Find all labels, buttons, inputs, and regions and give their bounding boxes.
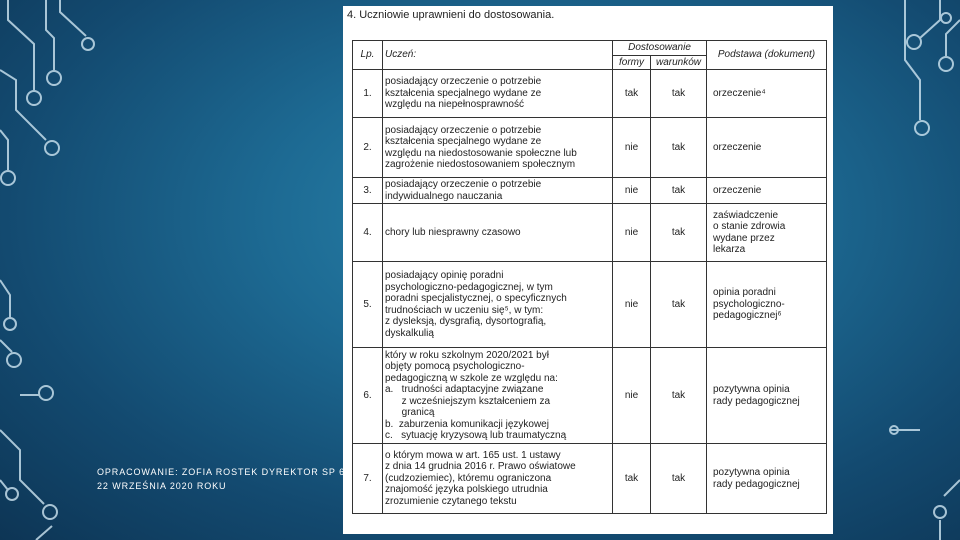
cell-lp: 1.	[353, 70, 383, 118]
table-row	[353, 444, 827, 514]
uczen-line: posiadający orzeczenie o potrzebie	[385, 76, 542, 88]
cell-uczen	[383, 262, 613, 348]
cell-podstawa	[707, 348, 827, 444]
cell-uczen	[383, 178, 613, 204]
uczen-line: posiadający opinię poradni	[385, 270, 504, 281]
cell-warunkow: tak	[651, 178, 707, 204]
uczen-line: dyskalkulią	[385, 327, 434, 339]
header-formy: formy	[613, 56, 651, 70]
cell-lp: 4.	[353, 204, 383, 262]
footer-date: 22 WRZEŚNIA 2020 ROKU	[97, 481, 227, 491]
header-warunkow: warunków	[651, 56, 707, 70]
uczen-line: b. zaburzenia komunikacji językowej	[385, 418, 549, 430]
cell-formy: nie	[613, 204, 651, 262]
uczen-line: kształcenia specjalnego wydane ze	[385, 136, 542, 147]
podstawa-line: zaświadczenie	[713, 209, 779, 221]
cell-uczen	[383, 348, 613, 444]
uczen-line: zrozumienie czytanego tekstu	[385, 495, 517, 507]
uczen-line: z dnia 14 grudnia 2016 r. Prawo oświatowe	[385, 461, 576, 473]
cell-formy: nie	[613, 178, 651, 204]
cell-uczen	[383, 444, 613, 514]
cell-formy: tak	[613, 444, 651, 514]
footer-author: OPRACOWANIE: ZOFIA ROSTEK DYREKTOR SP 6	[97, 467, 345, 477]
uczen-line: z dysleksją, dysgrafią, dysortografią,	[385, 316, 547, 327]
document-image	[343, 6, 833, 534]
cell-warunkow: tak	[651, 70, 707, 118]
cell-lp: 5.	[353, 262, 383, 348]
uczen-line: posiadający orzeczenie o potrzebie	[385, 179, 542, 190]
uczen-line: poradni specjalistycznej, o specyficznych	[385, 293, 567, 304]
uczen-line: chory lub niesprawny czasowo	[385, 226, 521, 238]
table-row	[353, 70, 827, 118]
cell-lp: 7.	[353, 444, 383, 514]
podstawa-line: o stanie zdrowia	[713, 221, 786, 232]
footer-credit	[97, 465, 345, 493]
cell-lp: 2.	[353, 118, 383, 178]
cell-lp: 6.	[353, 348, 383, 444]
header-dostosowanie: Dostosowanie	[613, 41, 707, 56]
cell-uczen	[383, 118, 613, 178]
uczen-line: o którym mowa w art. 165 ust. 1 ustawy	[385, 449, 561, 461]
cell-formy: nie	[613, 118, 651, 178]
uczen-line: c. sytuację kryzysową lub traumatyczną	[385, 430, 567, 441]
podstawa-line: lekarza	[713, 244, 746, 255]
uczen-line: (cudzoziemiec), któremu ograniczona	[385, 472, 552, 484]
podstawa-line: pozytywna opinia	[713, 467, 790, 478]
header-podstawa: Podstawa (dokument)	[707, 41, 827, 70]
table-row	[353, 118, 827, 178]
cell-warunkow: tak	[651, 262, 707, 348]
uczen-line: indywidualnego nauczania	[385, 190, 503, 202]
uczen-line: psychologiczno-pedagogicznej, w tym	[385, 281, 553, 293]
cell-uczen	[383, 70, 613, 118]
cell-podstawa	[707, 178, 827, 204]
uczen-line: pedagogiczną w szkole ze względu na:	[385, 372, 558, 384]
cell-warunkow: tak	[651, 204, 707, 262]
uczen-line: kształcenia specjalnego wydane ze	[385, 87, 542, 99]
uczen-line: który w roku szkolnym 2020/2021 był	[385, 349, 549, 361]
uczen-line: a. trudności adaptacyjne związane	[385, 384, 544, 395]
cell-formy: tak	[613, 70, 651, 118]
header-lp: Lp.	[353, 41, 383, 70]
cell-lp: 3.	[353, 178, 383, 204]
cell-podstawa	[707, 444, 827, 514]
table-row	[353, 204, 827, 262]
uczen-line: trudnościach w uczeniu się⁵, w tym:	[385, 304, 544, 316]
podstawa-line: opinia poradni	[713, 287, 776, 299]
cell-podstawa	[707, 262, 827, 348]
uczen-line: posiadający orzeczenie o potrzebie	[385, 124, 542, 136]
table-row	[353, 178, 827, 204]
uczen-line: znajomość języka polskiego utrudnia	[385, 484, 548, 496]
uczen-line: względu na niepełnosprawność	[385, 99, 524, 111]
cell-podstawa	[707, 118, 827, 178]
uczen-line: granicą	[385, 407, 435, 418]
table-row	[353, 262, 827, 348]
uczen-line: względu na niedostosowanie społeczne lub	[385, 147, 577, 159]
podstawa-line: pozytywna opinia	[713, 384, 790, 395]
uczen-line: z wcześniejszym kształceniem za	[385, 395, 551, 407]
podstawa-line: orzeczenie	[713, 141, 762, 153]
uczen-line: objęty pomocą psychologiczno-	[385, 361, 525, 372]
section-title: 4. Uczniowie uprawnieni do dostosowania.	[347, 9, 555, 21]
podstawa-line: psychologiczno-	[713, 298, 785, 310]
cell-formy: nie	[613, 348, 651, 444]
cell-podstawa	[707, 204, 827, 262]
podstawa-line: rady pedagogicznej	[713, 395, 800, 407]
cell-warunkow: tak	[651, 444, 707, 514]
podstawa-line: orzeczenie⁴	[713, 87, 766, 99]
uczen-line: zagrożenie niedostosowaniem społecznym	[385, 159, 576, 170]
cell-formy: nie	[613, 262, 651, 348]
cell-uczen	[383, 204, 613, 262]
cell-warunkow: tak	[651, 348, 707, 444]
header-uczen: Uczeń:	[383, 41, 613, 70]
podstawa-line: orzeczenie	[713, 184, 762, 196]
cell-warunkow: tak	[651, 118, 707, 178]
podstawa-line: wydane przez	[713, 232, 775, 244]
podstawa-line: rady pedagogicznej	[713, 478, 800, 490]
cell-podstawa	[707, 70, 827, 118]
accommodation-table	[352, 40, 827, 514]
table-row	[353, 348, 827, 444]
podstawa-line: pedagogicznej⁶	[713, 310, 782, 322]
